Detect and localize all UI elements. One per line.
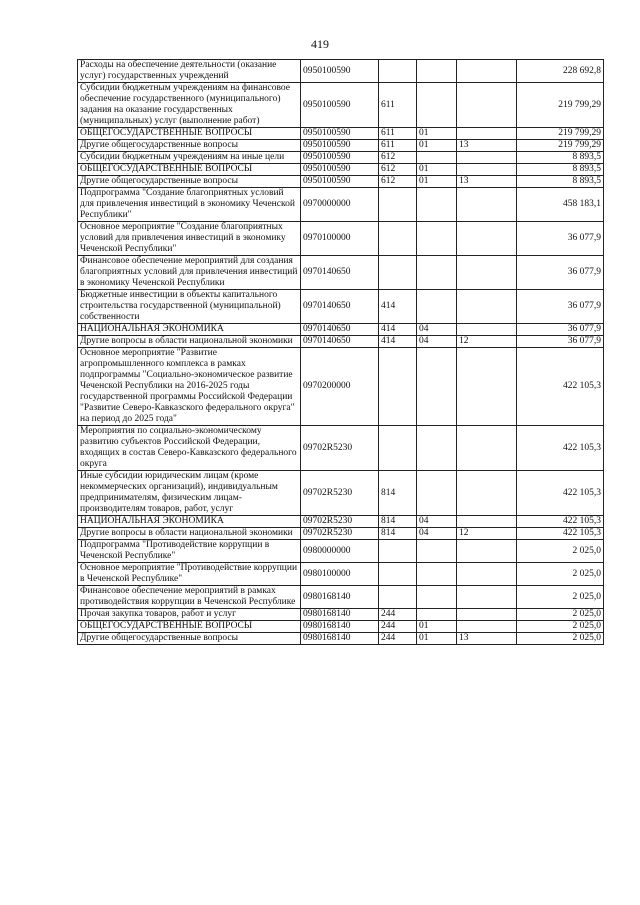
amount-cell: 2 025,0 [517, 633, 604, 645]
table-row [78, 140, 604, 152]
subsection-code-cell [457, 128, 517, 140]
subsection-code-cell [457, 222, 517, 256]
amount-cell: 219 799,29 [517, 83, 604, 128]
expense-type-code-cell [379, 426, 417, 471]
section-code-cell: 04 [417, 324, 457, 336]
item-name-cell: Мероприятия по социально-экономическому развитию субъектов Российской Федерации, входящих в состав Северо-Кавказского федерального округа [78, 426, 301, 471]
expense-type-code-cell: 414 [379, 336, 417, 348]
expense-type-code-cell: 244 [379, 621, 417, 633]
table-row [78, 60, 604, 83]
target-article-code-cell: 09702R5230 [301, 426, 379, 471]
target-article-code-cell: 0950100590 [301, 83, 379, 128]
subsection-code-cell [457, 516, 517, 528]
item-name-cell: Субсидии бюджетным учреждениям на иные цели [78, 152, 301, 164]
target-article-code-cell: 0970140650 [301, 324, 379, 336]
section-code-cell [417, 348, 457, 426]
target-article-code-cell: 0970140650 [301, 336, 379, 348]
section-code-cell [417, 609, 457, 621]
table-row [78, 290, 604, 324]
amount-cell: 422 105,3 [517, 528, 604, 540]
target-article-code-cell: 0980168140 [301, 621, 379, 633]
amount-cell: 219 799,29 [517, 128, 604, 140]
section-code-cell [417, 290, 457, 324]
table-row [78, 516, 604, 528]
section-code-cell [417, 540, 457, 563]
amount-cell: 36 077,9 [517, 336, 604, 348]
budget-table-body [78, 60, 604, 645]
target-article-code-cell: 0970140650 [301, 290, 379, 324]
item-name-cell: Основное мероприятие "Создание благоприятных условий для привлечения инвестиций в экономику Чеченской Республики" [78, 222, 301, 256]
subsection-code-cell [457, 586, 517, 609]
item-name-cell: Прочая закупка товаров, работ и услуг [78, 609, 301, 621]
table-row [78, 528, 604, 540]
expense-type-code-cell [379, 540, 417, 563]
expense-type-code-cell: 611 [379, 128, 417, 140]
subsection-code-cell [457, 621, 517, 633]
section-code-cell [417, 222, 457, 256]
amount-cell: 422 105,3 [517, 471, 604, 516]
section-code-cell [417, 563, 457, 586]
expense-type-code-cell: 244 [379, 633, 417, 645]
amount-cell: 458 183,1 [517, 188, 604, 222]
amount-cell: 228 692,8 [517, 60, 604, 83]
expense-type-code-cell [379, 222, 417, 256]
section-code-cell [417, 471, 457, 516]
amount-cell: 36 077,9 [517, 256, 604, 290]
section-code-cell: 01 [417, 621, 457, 633]
table-row [78, 609, 604, 621]
item-name-cell: Основное мероприятие "Развитие агропромышленного комплекса в рамках подпрограммы "Социально-экономическое развитие Чеченской Республики на 2016-2025 годы государственной программы Российской Федерации "Развитие Северо-Кавказского федерального округа" на период до 2025 года" [78, 348, 301, 426]
item-name-cell: Другие общегосударственные вопросы [78, 633, 301, 645]
table-row [78, 128, 604, 140]
table-row [78, 540, 604, 563]
item-name-cell: Иные субсидии юридическим лицам (кроме некоммерческих организаций), индивидуальным предпринимателям, физическим лицам-производителям товаров, работ, услуг [78, 471, 301, 516]
table-row [78, 152, 604, 164]
subsection-code-cell [457, 348, 517, 426]
section-code-cell [417, 188, 457, 222]
section-code-cell [417, 83, 457, 128]
table-row [78, 188, 604, 222]
target-article-code-cell: 0950100590 [301, 164, 379, 176]
subsection-code-cell [457, 290, 517, 324]
subsection-code-cell [457, 471, 517, 516]
subsection-code-cell [457, 563, 517, 586]
item-name-cell: НАЦИОНАЛЬНАЯ ЭКОНОМИКА [78, 516, 301, 528]
table-row [78, 621, 604, 633]
table-row [78, 324, 604, 336]
target-article-code-cell: 0970200000 [301, 348, 379, 426]
amount-cell: 36 077,9 [517, 324, 604, 336]
amount-cell: 2 025,0 [517, 563, 604, 586]
item-name-cell: ОБЩЕГОСУДАРСТВЕННЫЕ ВОПРОСЫ [78, 621, 301, 633]
table-row [78, 426, 604, 471]
subsection-code-cell [457, 609, 517, 621]
section-code-cell: 04 [417, 528, 457, 540]
item-name-cell: Основное мероприятие "Противодействие коррупции в Чеченской Республике" [78, 563, 301, 586]
item-name-cell: Другие вопросы в области национальной экономики [78, 528, 301, 540]
section-code-cell: 04 [417, 516, 457, 528]
subsection-code-cell [457, 540, 517, 563]
item-name-cell: Другие вопросы в области национальной экономики [78, 336, 301, 348]
subsection-code-cell: 12 [457, 336, 517, 348]
budget-table [77, 59, 604, 645]
amount-cell: 8 893,5 [517, 152, 604, 164]
item-name-cell: Финансовое обеспечение мероприятий в рамках противодействия коррупции в Чеченской Республике [78, 586, 301, 609]
target-article-code-cell: 0950100590 [301, 60, 379, 83]
amount-cell: 422 105,3 [517, 516, 604, 528]
expense-type-code-cell: 814 [379, 528, 417, 540]
table-row [78, 222, 604, 256]
target-article-code-cell: 0980168140 [301, 633, 379, 645]
subsection-code-cell [457, 426, 517, 471]
target-article-code-cell: 0970100000 [301, 222, 379, 256]
table-row [78, 336, 604, 348]
amount-cell: 2 025,0 [517, 621, 604, 633]
subsection-code-cell [457, 83, 517, 128]
amount-cell: 422 105,3 [517, 426, 604, 471]
target-article-code-cell: 0950100590 [301, 152, 379, 164]
item-name-cell: Бюджетные инвестиции в объекты капитального строительства государственной (муниципальной) собственности [78, 290, 301, 324]
section-code-cell [417, 586, 457, 609]
expense-type-code-cell: 612 [379, 164, 417, 176]
section-code-cell [417, 426, 457, 471]
expense-type-code-cell: 414 [379, 324, 417, 336]
section-code-cell [417, 256, 457, 290]
section-code-cell: 01 [417, 164, 457, 176]
target-article-code-cell: 09702R5230 [301, 528, 379, 540]
item-name-cell: Другие общегосударственные вопросы [78, 176, 301, 188]
subsection-code-cell [457, 164, 517, 176]
item-name-cell: Расходы на обеспечение деятельности (оказание услуг) государственных учреждений [78, 60, 301, 83]
expense-type-code-cell: 612 [379, 152, 417, 164]
section-code-cell: 01 [417, 633, 457, 645]
expense-type-code-cell [379, 348, 417, 426]
expense-type-code-cell [379, 586, 417, 609]
amount-cell: 36 077,9 [517, 290, 604, 324]
expense-type-code-cell [379, 60, 417, 83]
amount-cell: 8 893,5 [517, 164, 604, 176]
expense-type-code-cell [379, 256, 417, 290]
item-name-cell: Другие общегосударственные вопросы [78, 140, 301, 152]
table-row [78, 83, 604, 128]
target-article-code-cell: 0970140650 [301, 256, 379, 290]
target-article-code-cell: 0980168140 [301, 609, 379, 621]
subsection-code-cell: 13 [457, 176, 517, 188]
amount-cell: 2 025,0 [517, 540, 604, 563]
section-code-cell: 01 [417, 176, 457, 188]
item-name-cell: ОБЩЕГОСУДАРСТВЕННЫЕ ВОПРОСЫ [78, 128, 301, 140]
expense-type-code-cell: 814 [379, 471, 417, 516]
amount-cell: 36 077,9 [517, 222, 604, 256]
item-name-cell: Субсидии бюджетным учреждениям на финансовое обеспечение государственного (муниципального) задания на оказание государственных (муниципальных) услуг (выполнение работ) [78, 83, 301, 128]
amount-cell: 8 893,5 [517, 176, 604, 188]
section-code-cell: 01 [417, 140, 457, 152]
expense-type-code-cell: 814 [379, 516, 417, 528]
subsection-code-cell [457, 60, 517, 83]
target-article-code-cell: 0970000000 [301, 188, 379, 222]
expense-type-code-cell [379, 188, 417, 222]
expense-type-code-cell [379, 563, 417, 586]
item-name-cell: Подпрограмма "Создание благоприятных условий для привлечения инвестиций в экономику Чеченской Республики" [78, 188, 301, 222]
table-row [78, 176, 604, 188]
target-article-code-cell: 0950100590 [301, 140, 379, 152]
table-row [78, 256, 604, 290]
expense-type-code-cell: 611 [379, 140, 417, 152]
section-code-cell: 04 [417, 336, 457, 348]
subsection-code-cell: 13 [457, 140, 517, 152]
section-code-cell [417, 60, 457, 83]
subsection-code-cell: 12 [457, 528, 517, 540]
item-name-cell: Подпрограмма "Противодействие коррупции в Чеченской Республике" [78, 540, 301, 563]
subsection-code-cell [457, 152, 517, 164]
amount-cell: 219 799,29 [517, 140, 604, 152]
expense-type-code-cell: 611 [379, 83, 417, 128]
subsection-code-cell [457, 324, 517, 336]
expense-type-code-cell: 414 [379, 290, 417, 324]
item-name-cell: НАЦИОНАЛЬНАЯ ЭКОНОМИКА [78, 324, 301, 336]
expense-type-code-cell: 244 [379, 609, 417, 621]
target-article-code-cell: 09702R5230 [301, 516, 379, 528]
target-article-code-cell: 09702R5230 [301, 471, 379, 516]
table-row [78, 471, 604, 516]
target-article-code-cell: 0980000000 [301, 540, 379, 563]
item-name-cell: Финансовое обеспечение мероприятий для создания благоприятных условий для привлечения инвестиций в экономику Чеченской Республики [78, 256, 301, 290]
table-row [78, 563, 604, 586]
amount-cell: 2 025,0 [517, 586, 604, 609]
subsection-code-cell: 13 [457, 633, 517, 645]
section-code-cell: 01 [417, 128, 457, 140]
target-article-code-cell: 0950100590 [301, 128, 379, 140]
subsection-code-cell [457, 256, 517, 290]
target-article-code-cell: 0980100000 [301, 563, 379, 586]
table-row [78, 586, 604, 609]
target-article-code-cell: 0950100590 [301, 176, 379, 188]
section-code-cell [417, 152, 457, 164]
item-name-cell: ОБЩЕГОСУДАРСТВЕННЫЕ ВОПРОСЫ [78, 164, 301, 176]
table-row [78, 164, 604, 176]
subsection-code-cell [457, 188, 517, 222]
amount-cell: 2 025,0 [517, 609, 604, 621]
page-number: 419 [311, 37, 329, 51]
target-article-code-cell: 0980168140 [301, 586, 379, 609]
expense-type-code-cell: 612 [379, 176, 417, 188]
table-row [78, 633, 604, 645]
amount-cell: 422 105,3 [517, 348, 604, 426]
table-row [78, 348, 604, 426]
